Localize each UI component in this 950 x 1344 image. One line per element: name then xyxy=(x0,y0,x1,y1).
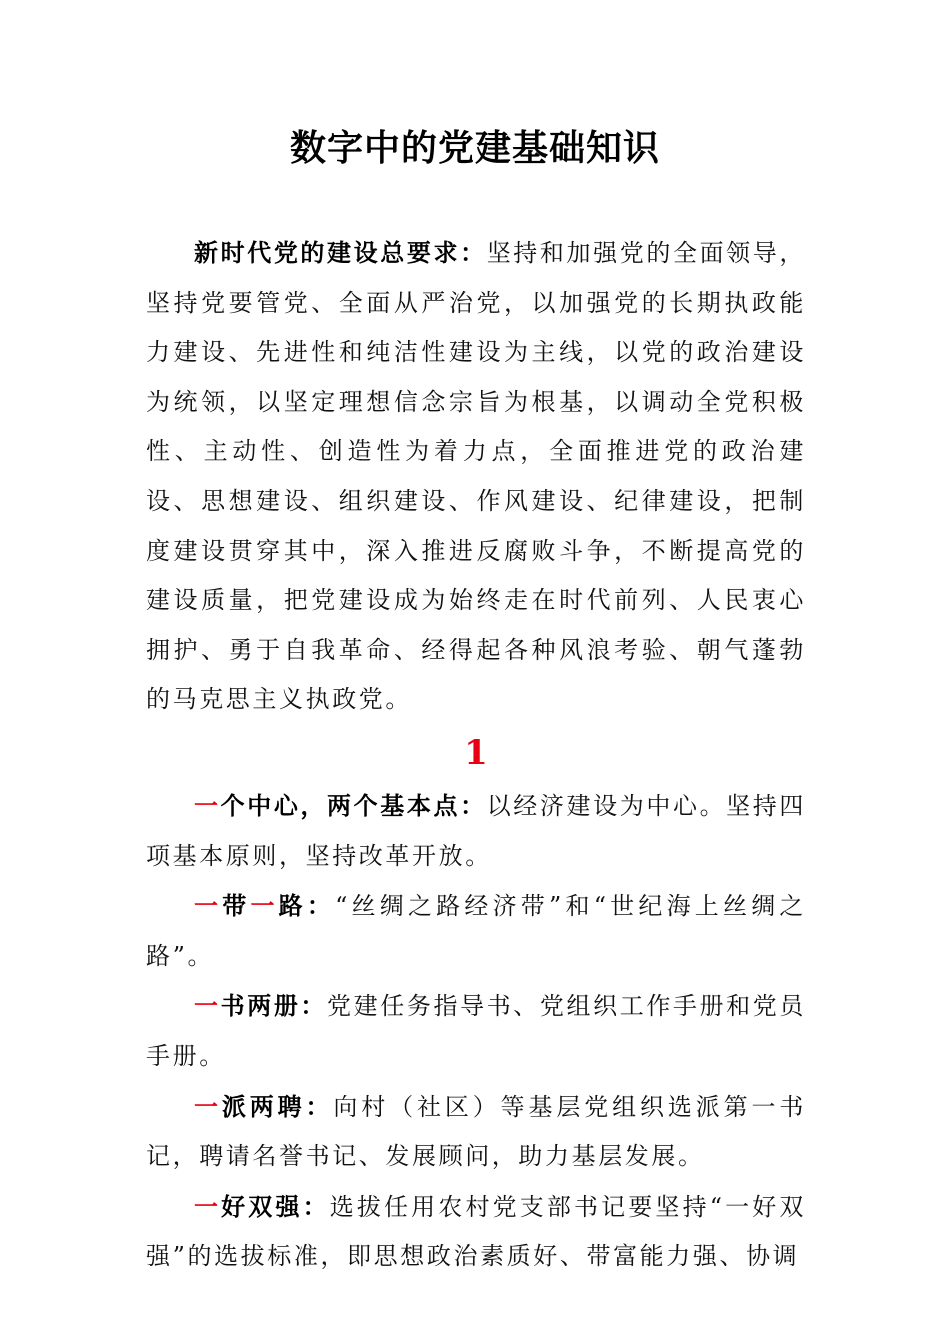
entry-paragraph xyxy=(146,981,806,1081)
term-rest: 派两聘： xyxy=(221,1091,334,1121)
entry-text: 党建任务指导书、党组织工作手册和党员手册。 xyxy=(146,992,806,1070)
entry-term xyxy=(194,791,487,820)
entry-term xyxy=(194,891,335,920)
page-title: 数字中的党建基础知识 xyxy=(289,127,660,169)
entry-term xyxy=(194,1192,330,1221)
term-highlight: 一 xyxy=(194,1091,222,1121)
entry-paragraph xyxy=(146,1182,806,1282)
entry-term xyxy=(194,1092,333,1121)
term-rest: 好双强： xyxy=(221,1191,330,1221)
term-highlight: 一 xyxy=(194,790,221,820)
intro-paragraph xyxy=(146,228,806,725)
entry-text: 向村（社区）等基层党组织选派第一书记，聘请名誉书记、发展顾问，助力基层发展。 xyxy=(146,1092,807,1171)
term-rest: 书两册： xyxy=(220,991,328,1021)
term-highlight: 一 xyxy=(194,891,223,921)
entry-text: 以经济建设为中心。坚持四项基本原则，坚持改革开放。 xyxy=(146,791,806,870)
term-highlight: 一 xyxy=(194,1191,222,1221)
term-rest: 个中心，两个基本点： xyxy=(220,790,487,820)
document-body xyxy=(146,228,806,1282)
term-highlight: 一 xyxy=(194,991,221,1021)
entry-paragraph xyxy=(146,881,806,981)
entry-paragraph xyxy=(146,1082,806,1182)
intro-text: 坚持和加强党的全面领导，坚持党要管党、全面从严治党，以加强党的长期执政能力建设、先进性和纯洁性建设为主线，以党的政治建设为统领，以坚定理想信念宗旨为根基，以调动全党积极性、主动性、创造性为着力点，全面推进党的政治建设、思想建设、组织建设、作风建设、纪律建设，把制度建设贯穿其中，深入推进反腐败斗争，不断提高党的建设质量，把党建设成为始终走在时代前列、人民衷心拥护、勇于自我革命、经得起各种风浪考验、朝气蓬勃的马克思主义执政党。 xyxy=(146,239,806,714)
entry-text: 选拔任用农村党支部书记要坚持“一好双强”的选拔标准，即思想政治素质好、带富能力强、协调 xyxy=(146,1192,807,1271)
entry-text: “丝绸之路经济带”和“世纪海上丝绸之路”。 xyxy=(146,892,807,970)
entry-paragraph xyxy=(146,781,806,881)
term-highlight: 一 xyxy=(250,891,279,921)
term-rest: 路： xyxy=(278,891,336,921)
intro-term: 新时代党的建设总要求： xyxy=(194,238,487,267)
term-rest: 带 xyxy=(222,891,251,921)
entry-term xyxy=(194,991,327,1020)
section-number: 1 xyxy=(464,732,488,773)
